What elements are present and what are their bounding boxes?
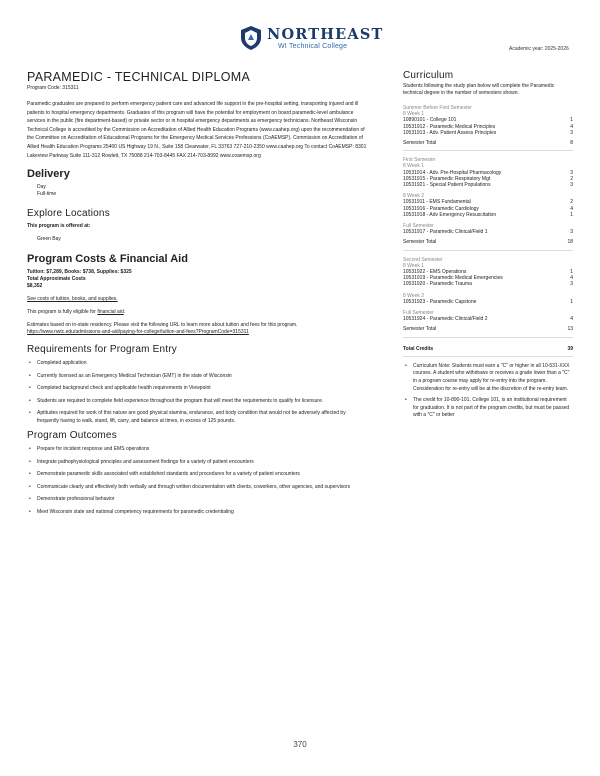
outcomes-heading: Program Outcomes bbox=[27, 430, 117, 442]
course-name: 10531918 - Adv Emergency Resuscitation bbox=[403, 211, 497, 218]
course-name: 10531920 - Paramedic Trauma bbox=[403, 281, 472, 288]
semester-name: First Semester bbox=[403, 157, 436, 164]
semester-total-row bbox=[403, 140, 573, 151]
costs-total-value: $8,352 bbox=[27, 283, 43, 290]
course-name: 10531924 - Paramedic Clinical/Field 2 bbox=[403, 316, 488, 323]
outcomes-list bbox=[27, 446, 367, 516]
course-name: 10531914 - Adv. Pre-Hospital Pharmacology bbox=[403, 169, 502, 176]
costs-total-label: Total Approximate Costs bbox=[27, 276, 86, 283]
list-item: • Integrate pathophysiological principles and assessment findings for a variety of patient encounters bbox=[27, 459, 367, 467]
semester-total-value: 13 bbox=[567, 326, 573, 333]
week-group-label: 8 Week 1 bbox=[403, 111, 425, 118]
academic-year: Academic year: 2025-2026 bbox=[509, 46, 569, 52]
course-row bbox=[403, 316, 573, 322]
course-credits: 3 bbox=[570, 281, 573, 288]
semester-total-label: Semester Total bbox=[403, 140, 437, 147]
financial-aid-link[interactable]: financial aid bbox=[97, 309, 124, 316]
list-item: • Completed application bbox=[27, 360, 367, 368]
course-name: 10531912 - Paramedic Medical Principles bbox=[403, 123, 496, 130]
semester-name: Second Semester bbox=[403, 256, 443, 263]
financial-aid-text bbox=[27, 309, 367, 316]
week-group-label: 8 Week 2 bbox=[403, 292, 425, 299]
week-group-label: 8 Week 2 bbox=[403, 193, 425, 200]
course-credits: 4 bbox=[570, 275, 573, 282]
course-name: 10531917 - Paramedic Clinical/Field 1 bbox=[403, 229, 488, 236]
locations-heading: Explore Locations bbox=[27, 208, 110, 220]
brand-name: NORTHEAST bbox=[267, 26, 384, 43]
semester-total-row bbox=[403, 239, 573, 250]
course-credits: 4 bbox=[570, 123, 573, 130]
delivery-item: Full-time bbox=[37, 191, 57, 198]
requirements-heading: Requirements for Program Entry bbox=[27, 344, 177, 356]
list-item: • Communicate clearly and effectively both verbally and through written documentation with clients, coworkers, other agencies, and supervisors bbox=[27, 484, 367, 492]
curriculum-panel bbox=[403, 70, 573, 424]
costs-heading: Program Costs & Financial Aid bbox=[27, 253, 188, 266]
course-row bbox=[403, 212, 573, 218]
costs-breakdown: Tuition: $7,289, Books: $738, Supplies: $325 bbox=[27, 269, 132, 276]
costs-estimate-note: Estimates based on in-state residency. Please visit the following URL to learn more about tuition and fees for this program. bbox=[27, 322, 298, 329]
total-credits-value: 39 bbox=[567, 345, 573, 352]
course-name: 10531913 - Adv. Patient Assess Principles bbox=[403, 129, 497, 136]
course-name: 10531911 - EMS Fundamental bbox=[403, 199, 471, 206]
total-credits-label: Total Credits bbox=[403, 345, 434, 352]
brand-subtitle: WI Technical College bbox=[278, 43, 348, 50]
week-group-label: 8 Week 1 bbox=[403, 163, 425, 170]
list-item: • Students are required to complete field experience throughout the program that will meet the requirements to qualify for licensure. bbox=[27, 398, 367, 406]
week-group-label: Full Semester bbox=[403, 310, 434, 317]
course-credits: 1 bbox=[570, 298, 573, 305]
list-item: • Demonstrate paramedic skills associated with established standards and procedures for a variety of patient encounters bbox=[27, 471, 367, 479]
course-credits: 2 bbox=[570, 175, 573, 182]
course-name: 10531916 - Paramedic Cardiology bbox=[403, 205, 479, 212]
course-credits: 4 bbox=[570, 205, 573, 212]
delivery-list bbox=[27, 184, 367, 198]
shield-logo-icon bbox=[240, 25, 262, 51]
college-logo bbox=[240, 24, 384, 56]
delivery-heading: Delivery bbox=[27, 168, 70, 181]
course-credits: 1 bbox=[570, 117, 573, 124]
list-item: • Completed background check and applicable health requirements in Viewpoint bbox=[27, 385, 367, 393]
program-description: Paramedic graduates are prepared to perform emergency patient care and advanced life support in the pre-hospital setting, transporting injured and ill patients to hospital emergency departments. Graduates of this program will have the potential for employment on board paramedic-level ambulance services in the public (fire department-based) or private sector or in hospital emergency departments as emergency technicians. Northeast Wisconsin Technical College is accredited by the Commission on Accreditation of Allied Health Education Programs (www.caahep.org) upon the recommendation of the Committee on Accreditation of Educational Programs for the Emergency Medical Services Professions (CoAEMSP). Commission on Accreditation of Allied Health Education Programs 25400 US Highway 19 N., Suite 158 Clearwater, FL 33763 727-210-2350 www.caahep.org To contact CoAEMSP: 8301 Lakeview Parkway Suite 111-312 Rowlett, TX 75088 214-703-8445 FAX 214-703-8992 www.coaemsp.org bbox=[27, 101, 367, 159]
course-row bbox=[403, 229, 573, 235]
semester-total-label: Semester Total bbox=[403, 326, 437, 333]
semester-block bbox=[403, 157, 573, 250]
list-item: • Currently licensed as an Emergency Medical Technician (EMT) in the state of Wisconsin bbox=[27, 373, 367, 381]
course-credits: 3 bbox=[570, 182, 573, 189]
financial-aid-prefix: This program is fully eligible for bbox=[27, 309, 98, 316]
course-row bbox=[403, 281, 573, 287]
semester-block bbox=[403, 105, 573, 151]
list-item: • Meet Wisconsin state and national competency requirements for paramedic credentialing bbox=[27, 509, 367, 517]
course-name: 10531922 - EMS Operations bbox=[403, 269, 467, 276]
course-name: 10531921 - Special Patient Populations bbox=[403, 182, 491, 189]
semester-total-value: 18 bbox=[567, 239, 573, 246]
course-row bbox=[403, 182, 573, 188]
course-name: 10890101 - College 101 bbox=[403, 117, 457, 124]
curriculum-heading: Curriculum bbox=[403, 70, 454, 81]
course-credits: 1 bbox=[570, 211, 573, 218]
list-item: • The credit for 10-890-101, College 101, is an institutional requirement for graduation. It is not part of the program credits, but must be passed with a "C" or better bbox=[403, 397, 573, 420]
total-credits-row bbox=[403, 346, 573, 357]
page-number: 370 bbox=[293, 740, 307, 749]
list-item: • Curriculum Note: Students must earn a "C" or higher in all 10-531-XXX courses. A student who withdraws or receives a grade lower than a "C" in a program course may apply for re-entry into the program. Consideration for re-entry will be at the discretion of the re-entry team. bbox=[403, 363, 573, 393]
costs-link[interactable]: See costs of tuition, books, and supplies. bbox=[27, 296, 118, 303]
locations-offered-label: This program is offered at: bbox=[27, 223, 91, 230]
costs-url-link[interactable]: https://www.nwtc.edu/admissions-and-aid/paying-for-college/tuition-and-fees?ProgramCode=315311 bbox=[27, 329, 249, 336]
semester-total-row bbox=[403, 326, 573, 337]
course-row bbox=[403, 299, 573, 305]
semester-total-value: 8 bbox=[570, 140, 573, 147]
course-credits: 4 bbox=[570, 316, 573, 323]
financial-aid-suffix: . bbox=[123, 309, 126, 316]
semester-block bbox=[403, 257, 573, 338]
course-credits: 3 bbox=[570, 129, 573, 136]
curriculum-notes bbox=[403, 363, 573, 420]
course-row bbox=[403, 130, 573, 136]
costs-block bbox=[27, 269, 367, 290]
course-name: 10531915 - Paramedic Respiratory Mgt bbox=[403, 175, 491, 182]
list-item: • Demonstrate professional behavior bbox=[27, 496, 367, 504]
list-item: • Prepare for incident response and EMS operations bbox=[27, 446, 367, 454]
semester-total-label: Semester Total bbox=[403, 239, 437, 246]
program-details bbox=[27, 70, 367, 521]
requirements-list bbox=[27, 360, 367, 425]
course-name: 10531923 - Paramedic Capstone bbox=[403, 298, 477, 305]
list-item: • Aptitudes required for work of this nature are good physical stamina, endurance, and body condition that would not be adversely affected by frequently having to walk, stand, lift, carry, and balance at times, in excess of 125 pounds. bbox=[27, 410, 367, 425]
week-group-label: 8 Week 1 bbox=[403, 262, 425, 269]
location-item: Green Bay bbox=[37, 236, 61, 243]
course-name: 10531919 - Paramedic Medical Emergencies bbox=[403, 275, 503, 282]
course-credits: 3 bbox=[570, 229, 573, 236]
course-credits: 1 bbox=[570, 269, 573, 276]
week-group-label: Full Semester bbox=[403, 223, 434, 230]
program-code: Program Code: 315311 bbox=[27, 85, 79, 91]
delivery-item: Day bbox=[37, 184, 46, 191]
course-credits: 3 bbox=[570, 169, 573, 176]
semester-name: Summer Before First Semester bbox=[403, 105, 472, 111]
curriculum-intro: Students following the study plan below will complete the Paramedic technical degree in the number of semesters shown. bbox=[403, 83, 555, 96]
course-credits: 2 bbox=[570, 199, 573, 206]
program-title: PARAMEDIC - TECHNICAL DIPLOMA bbox=[27, 70, 251, 84]
